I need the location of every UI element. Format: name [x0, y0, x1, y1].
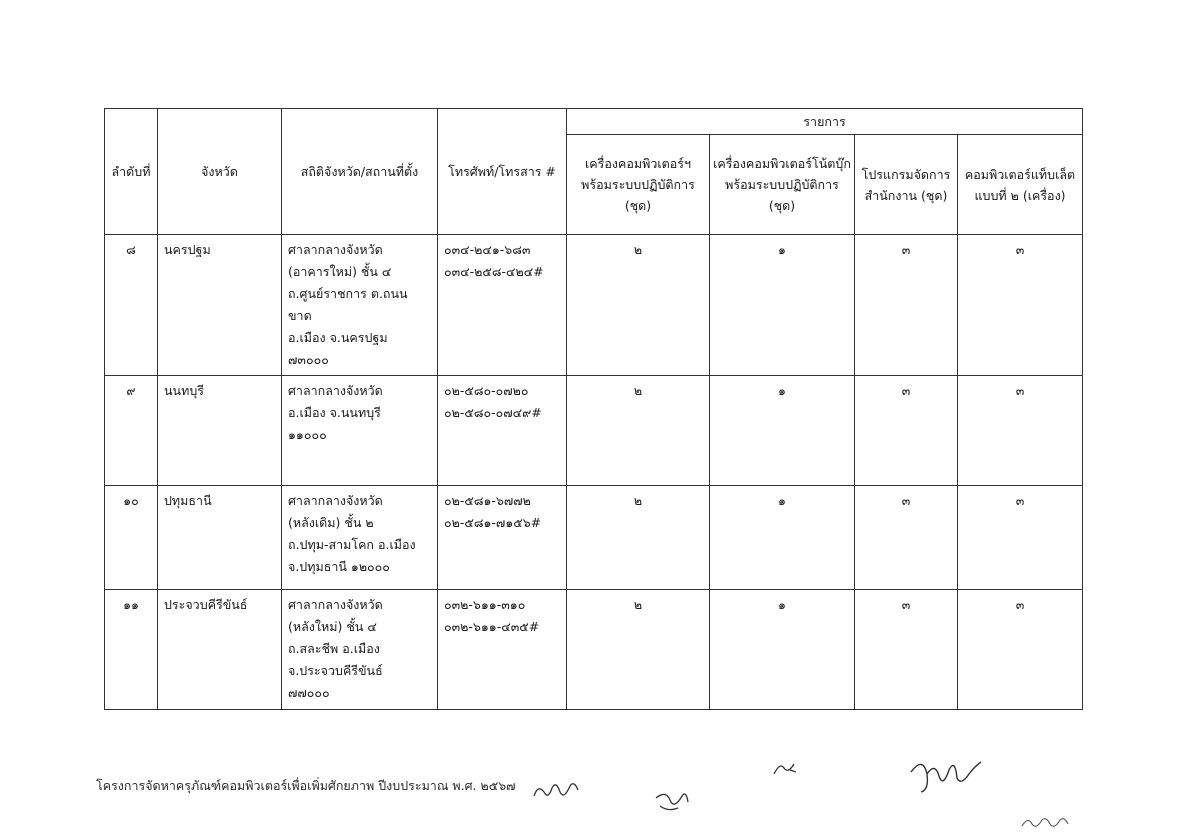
table-row	[105, 590, 1083, 710]
cell-province: ปทุมธานี	[158, 486, 282, 590]
cell-notebook: ๑	[710, 486, 855, 590]
cell-office-sw: ๓	[855, 376, 958, 486]
cell-notebook: ๑	[710, 376, 855, 486]
cell-tablet: ๓	[958, 486, 1083, 590]
table-row	[105, 486, 1083, 590]
cell-tablet: ๓	[958, 235, 1083, 376]
initials-signature-3	[770, 756, 800, 780]
cell-tablet: ๓	[958, 376, 1083, 486]
cell-address: ศาลากลางจังหวัด (หลังเดิม) ชั้น ๒ ถ.ปทุม-สามโคก อ.เมือง จ.ปทุมธานี ๑๒๐๐๐	[282, 486, 438, 590]
cell-seq: ๑๑	[105, 590, 158, 710]
cell-address: ศาลากลางจังหวัด (หลังใหม่) ชั้น ๔ ถ.สละชีพ อ.เมือง จ.ประจวบคีรีขันธ์ ๗๗๐๐๐	[282, 590, 438, 710]
cell-desktop: ๒	[567, 235, 710, 376]
signature	[905, 752, 985, 798]
cell-desktop: ๒	[567, 590, 710, 710]
cell-desktop: ๒	[567, 486, 710, 590]
col-notebook: เครื่องคอมพิวเตอร์โน้ตบุ๊ก พร้อมระบบปฏิบัติการ (ชุด)	[710, 135, 855, 235]
cell-office-sw: ๓	[855, 590, 958, 710]
initials-signature-2	[652, 786, 692, 814]
cell-address: ศาลากลางจังหวัด อ.เมือง จ.นนทบุรี ๑๑๐๐๐	[282, 376, 438, 486]
table-row	[105, 376, 1083, 486]
col-items-group: รายการ	[567, 109, 1083, 135]
cell-office-sw: ๓	[855, 486, 958, 590]
cell-phone: ๐๒-๕๘๑-๖๗๗๒ ๐๒-๕๘๑-๗๑๕๖#	[438, 486, 567, 590]
col-office: สถิติจังหวัด/สถานที่ตั้ง	[282, 109, 438, 235]
col-phone: โทรศัพท์/โทรสาร #	[438, 109, 567, 235]
cell-province: นครปฐม	[158, 235, 282, 376]
col-seq: ลำดับที่	[105, 109, 158, 235]
col-office-sw: โปรแกรมจัดการสำนักงาน (ชุด)	[855, 135, 958, 235]
col-desktop: เครื่องคอมพิวเตอร์ฯ พร้อมระบบปฏิบัติการ (ชุด)	[567, 135, 710, 235]
equipment-table	[104, 108, 1083, 710]
col-province: จังหวัด	[158, 109, 282, 235]
table-row	[105, 235, 1083, 376]
cell-province: นนทบุรี	[158, 376, 282, 486]
cell-desktop: ๒	[567, 376, 710, 486]
cell-address: ศาลากลางจังหวัด (อาคารใหม่) ชั้น ๔ ถ.ศูนย์ราชการ ต.ถนนขาด อ.เมือง จ.นครปฐม ๗๓๐๐๐	[282, 235, 438, 376]
cell-notebook: ๑	[710, 590, 855, 710]
cell-phone: ๐๓๒-๖๑๑-๓๑๐ ๐๓๒-๖๑๑-๔๓๕#	[438, 590, 567, 710]
cell-phone: ๐๒-๕๘๐-๐๗๒๐ ๐๒-๕๘๐-๐๗๔๙#	[438, 376, 567, 486]
cell-seq: ๘	[105, 235, 158, 376]
cell-phone: ๐๓๔-๒๔๑-๖๘๓ ๐๓๔-๒๕๘-๔๒๔#	[438, 235, 567, 376]
cell-tablet: ๓	[958, 590, 1083, 710]
cell-office-sw: ๓	[855, 235, 958, 376]
cell-seq: ๙	[105, 376, 158, 486]
cell-notebook: ๑	[710, 235, 855, 376]
cell-seq: ๑๐	[105, 486, 158, 590]
header-row-1	[105, 109, 1083, 135]
col-tablet: คอมพิวเตอร์แท็บเล็ต แบบที่ ๒ (เครื่อง)	[958, 135, 1083, 235]
initials-signature-1	[530, 778, 582, 804]
cell-province: ประจวบคีรีขันธ์	[158, 590, 282, 710]
initials-signature-4	[1020, 812, 1070, 832]
footer-text: โครงการจัดหาครุภัณฑ์คอมพิวเตอร์เพื่อเพิ่มศักยภาพ ปีงบประมาณ พ.ศ. ๒๕๖๗	[96, 778, 516, 793]
